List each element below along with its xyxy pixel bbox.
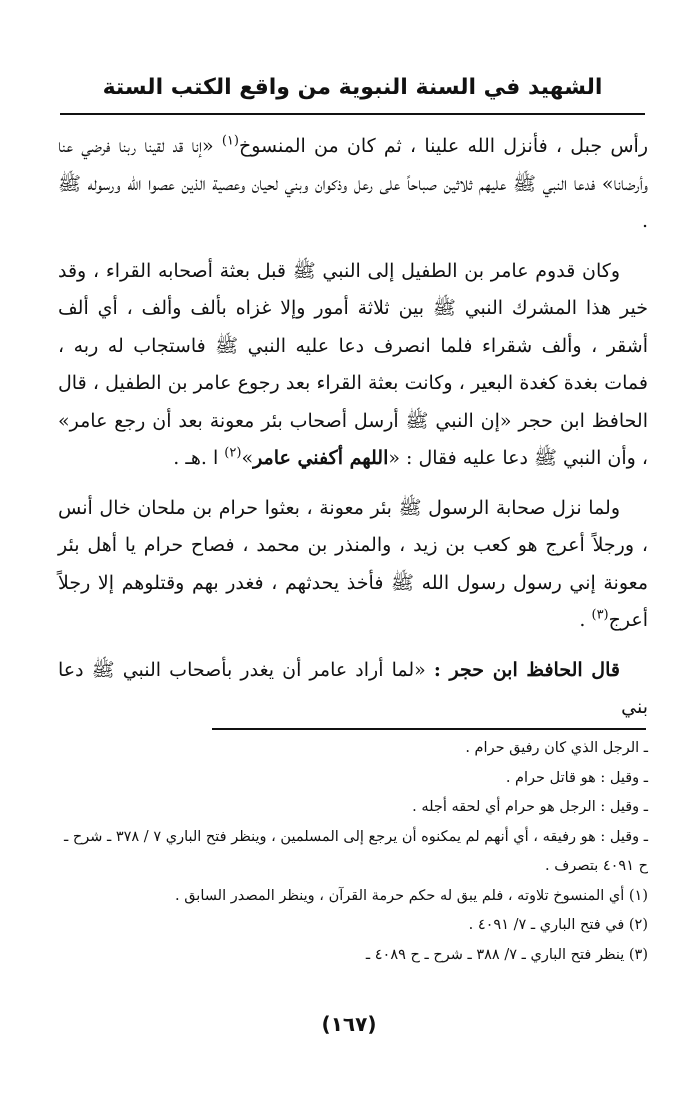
paragraph-4-lead: قال الحافظ ابن حجر :: [433, 658, 620, 681]
paragraph-2-text: وكان قدوم عامر بن الطفيل إلى النبي ﷺ قبل بعثة أصحابه القراء ، وقد خير هذا المشرك النبي ﷺ بين ثلاثة أمور وإلا غزاه بألف وألف ، أي ألف أشقر ، وألف شقراء فلما انصرف دعا عليه النبي ﷺ فاستجاب له ربه ، فمات بغدة كغدة البعير ، وكانت بعثة القراء بعد رجوع عامر بن الطفيل ، قال الحافظ ابن حجر «إن النبي ﷺ أرسل أصحاب بئر معونة بعد أن رجع عامر» ، وأن النبي ﷺ دعا عليه فقال : «: [58, 259, 648, 469]
footnote-ref-1: (١): [221, 133, 239, 149]
paragraph-2: [58, 253, 648, 478]
paragraph-1: [58, 128, 648, 241]
header-rule: [60, 113, 645, 115]
footnote-3: (٣) ينظر فتح الباري ـ ٧/ ٣٨٨ ـ شرح ـ ح ٤٠٨٩ ـ: [365, 946, 648, 963]
quote-bold: اللهم أكفني عامر: [253, 447, 389, 469]
paragraph-1-text: رأس جبل ، فأنزل الله علينا ، ثم كان من المنسوخ: [238, 135, 648, 157]
footnote-ref-2: (٢): [224, 445, 242, 461]
note-line-2: ـ وقيل : هو قاتل حرام .: [505, 769, 648, 786]
note-line-4: ـ وقيل : هو رفيقه ، أي أنهم لم يمكنوه أن يرجع إلى المسلمين ، وينظر فتح الباري ٧ / ٣٧٨ ـ شرح ـ ح ٤٠٩١ بتصرف .: [63, 828, 648, 874]
paragraph-3: [58, 490, 648, 640]
paragraph-3-text: ولما نزل صحابة الرسول ﷺ بئر معونة ، بعثوا حرام بن ملحان خال أنس ، ورجلاً أعرج هو كعب بن زيد ، والمنذر بن محمد ، فصاح حرام يا أهل بئر معونة إني رسول رسول الله ﷺ فأخذ يحدثهم ، فغدر بهم وقتلوهم إلا رجلاً أعرج: [58, 496, 648, 631]
paragraph-2-tail: ا .هـ .: [173, 447, 225, 469]
paragraph-3-tail: .: [579, 609, 592, 631]
footnote-separator: [212, 728, 646, 730]
note-line-1: ـ الرجل الذي كان رفيق حرام .: [465, 740, 648, 756]
paragraph-4: [58, 652, 648, 727]
paragraph-4-text: «لما أراد عامر أن يغدر بأصحاب النبي ﷺ دعا بني: [58, 658, 648, 718]
page-number: (١٦٧): [321, 1012, 377, 1036]
footnote-ref-3: (٣): [591, 607, 609, 623]
paragraph-1-rest: «إنا قد لقينا ربنا فرضي عنا وأرضانا» فدعا النبي ﷺ عليهم ثلاثين صباحاً على رعل وذكوان وبني لحيان وعصية الذين عصوا الله ورسوله ﷺ .: [58, 135, 648, 232]
header-title: الشهيد في السنة النبوية من واقع الكتب الستة: [102, 75, 603, 100]
footnotes: [60, 734, 648, 970]
running-header: [60, 72, 645, 104]
quote-end: »: [241, 447, 254, 469]
main-text: [58, 128, 648, 739]
footnote-1: (١) أي المنسوخ تلاوته ، فلم يبق له حكم حرمة القرآن ، وينظر المصدر السابق .: [174, 887, 648, 904]
footnote-2: (٢) في فتح الباري ـ ٧/ ٤٠٩١ .: [468, 917, 648, 933]
note-line-3: ـ وقيل : الرجل هو حرام أي لحقه أجله .: [412, 799, 648, 815]
